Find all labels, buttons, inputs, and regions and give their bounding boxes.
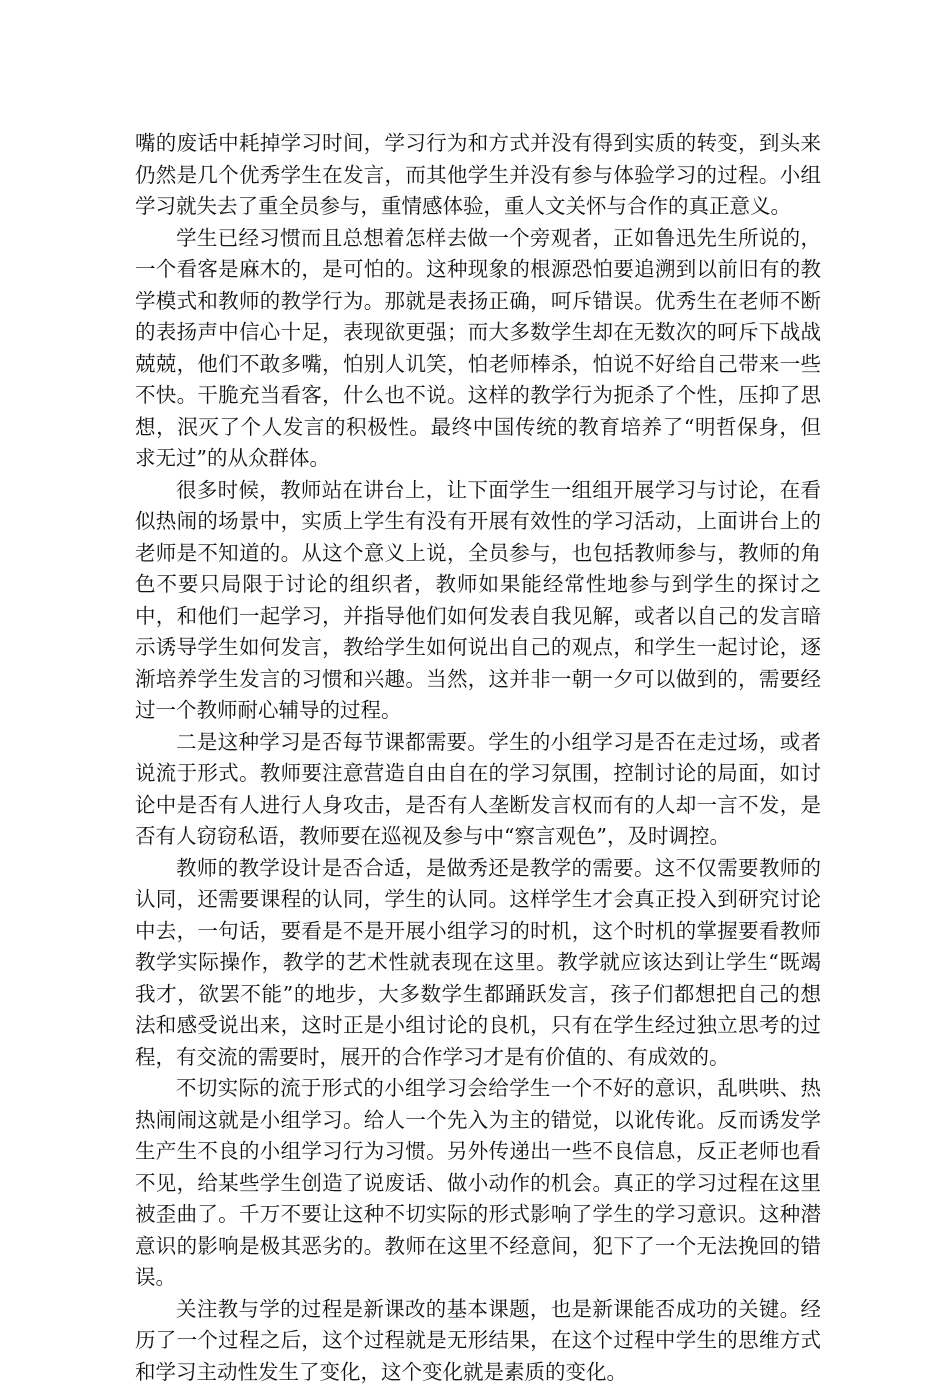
paragraph-teacher-participation: 很多时候，教师站在讲台上，让下面学生一组组开展学习与讨论，在看似热闹的场景中，实质上学生有没有开展有效性的学习活动，上面讲台上的老师是不知道的。从这个意义上说，全员参与，也包括教师参与，教师的角色不要只局限于讨论的组织者，教师如果能经常性地参与到学生的探讨之中，和他们一起学习，并指导他们如何发表自我见解，或者以自己的发言暗示诱导学生如何发言，教给学生如何说出自己的观点，和学生一起讨论，逐渐培养学生发言的习惯和兴趣。当然，这并非一朝一夕可以做到的，需要经过一个教师耐心辅导的过程。 (135, 475, 821, 727)
document-page (135, 128, 821, 1388)
paragraph-formalism: 不切实际的流于形式的小组学习会给学生一个不好的意识，乱哄哄、热热闹闹这就是小组学习。给人一个先入为主的错觉，以讹传讹。反而诱发学生产生不良的小组学习行为习惯。另外传递出一些不良信息，反正老师也看不见，给某些学生创造了说废话、做小动作的机会。真正的学习过程在这里被歪曲了。千万不要让这种不切实际的形式影响了学生的学习意识。这种潜意识的影响是极其恶劣的。教师在这里不经意间，犯下了一个无法挽回的错误。 (135, 1073, 821, 1294)
paragraph-bystander: 学生已经习惯而且总想着怎样去做一个旁观者，正如鲁迅先生所说的，一个看客是麻木的，是可怕的。这种现象的根源恐怕要追溯到以前旧有的教学模式和教师的教学行为。那就是表扬正确，呵斥错误。优秀生在老师不断的表扬声中信心十足，表现欲更强；而大多数学生却在无数次的呵斥下战战兢兢，他们不敢多嘴，怕别人讥笑，怕老师棒杀，怕说不好给自己带来一些不快。干脆充当看客，什么也不说。这样的教学行为扼杀了个性，压抑了思想，泯灭了个人发言的积极性。最终中国传统的教育培养了“明哲保身，但求无过”的从众群体。 (135, 223, 821, 475)
paragraph-continuation: 嘴的废话中耗掉学习时间，学习行为和方式并没有得到实质的转变，到头来仍然是几个优秀学生在发言，而其他学生并没有参与体验学习的过程。小组学习就失去了重全员参与，重情感体验，重人文关怀与合作的真正意义。 (135, 128, 821, 223)
paragraph-process: 关注教与学的过程是新课改的基本课题，也是新课能否成功的关键。经历了一个过程之后，这个过程就是无形结果，在这个过程中学生的思维方式和学习主动性发生了变化，这个变化就是素质的变化。 (135, 1294, 821, 1388)
paragraph-teaching-design: 教师的教学设计是否合适，是做秀还是教学的需要。这不仅需要教师的认同，还需要课程的认同，学生的认同。这样学生才会真正投入到研究讨论中去，一句话，要看是不是开展小组学习的时机，这个时机的掌握要看教师教学实际操作，教学的艺术性就表现在这里。教学就应该达到让学生“既竭我才，欲罢不能”的地步，大多数学生都踊跃发言，孩子们都想把自己的想法和感受说出来，这时正是小组讨论的良机，只有在学生经过独立思考的过程，有交流的需要时，展开的合作学习才是有价值的、有成效的。 (135, 853, 821, 1074)
paragraph-every-lesson: 二是这种学习是否每节课都需要。学生的小组学习是否在走过场，或者说流于形式。教师要注意营造自由自在的学习氛围，控制讨论的局面，如讨论中是否有人进行人身攻击，是否有人垄断发言权而有的人却一言不发，是否有人窃窃私语，教师要在巡视及参与中“察言观色”，及时调控。 (135, 727, 821, 853)
